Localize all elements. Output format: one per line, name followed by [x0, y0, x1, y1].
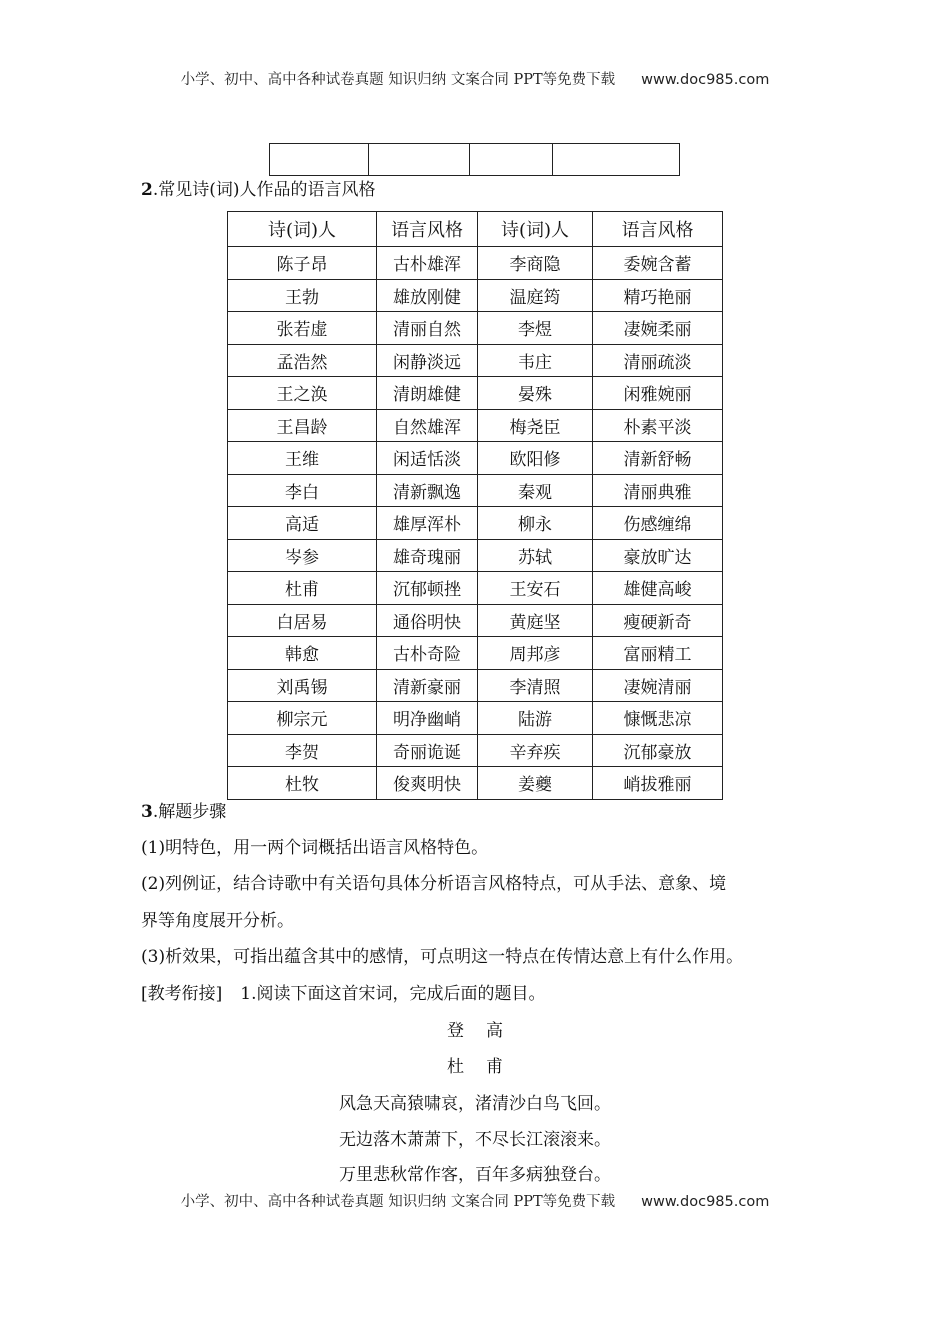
poem-line: 无边落木萧萧下，不尽长江滚滚来。: [339, 1130, 611, 1150]
poet-cell: 温庭筠: [478, 279, 593, 312]
teaching-link: [141, 983, 546, 1005]
table-row: [228, 247, 723, 280]
section-2-heading: [141, 179, 376, 201]
style-cell: 沉郁豪放: [593, 734, 723, 767]
question-prompt: 1.阅读下面这首宋词，完成后面的题目。: [240, 984, 546, 1004]
empty-cell: [270, 144, 369, 176]
section-number: 3: [141, 802, 153, 822]
style-cell: 奇丽诡诞: [377, 734, 478, 767]
step-1: (1)明特色，用一两个词概括出语言风格特色。: [141, 838, 489, 858]
poet-cell: 杜牧: [228, 767, 377, 800]
style-cell: 雄厚浑朴: [377, 507, 478, 540]
style-cell: 自然雄浑: [377, 409, 478, 442]
poet-cell: 岑参: [228, 539, 377, 572]
style-cell: 清丽自然: [377, 312, 478, 345]
footer-site[interactable]: www.doc985.com: [641, 1194, 770, 1210]
poet-cell: 杜甫: [228, 572, 377, 605]
style-cell: 豪放旷达: [593, 539, 723, 572]
style-cell: 俊爽明快: [377, 767, 478, 800]
poet-cell: 秦观: [478, 474, 593, 507]
section-title: .常见诗(词)人作品的语言风格: [152, 180, 376, 200]
style-cell: 清新豪丽: [377, 669, 478, 702]
style-cell: 雄健高峻: [593, 572, 723, 605]
table-row: [228, 637, 723, 670]
poet-cell: 周邦彦: [478, 637, 593, 670]
table-row: [228, 734, 723, 767]
step-3: (3)析效果，可指出蕴含其中的感情，可点明这一特点在传情达意上有什么作用。: [141, 947, 744, 967]
style-cell: 雄放刚健: [377, 279, 478, 312]
style-cell: 清新飘逸: [377, 474, 478, 507]
style-cell: 闲雅婉丽: [593, 377, 723, 410]
poet-cell: 孟浩然: [228, 344, 377, 377]
table-body: [228, 247, 723, 800]
style-cell: 明净幽峭: [377, 702, 478, 735]
style-cell: 精巧艳丽: [593, 279, 723, 312]
style-cell: 古朴雄浑: [377, 247, 478, 280]
empty-cell: [470, 144, 553, 176]
style-cell: 委婉含蓄: [593, 247, 723, 280]
style-cell: 闲静淡远: [377, 344, 478, 377]
poet-cell: 张若虚: [228, 312, 377, 345]
table-row: [228, 442, 723, 475]
poem-line: 万里悲秋常作客，百年多病独登台。: [339, 1165, 611, 1185]
poet-cell: 陆游: [478, 702, 593, 735]
poet-cell: 高适: [228, 507, 377, 540]
section-title: .解题步骤: [152, 802, 227, 822]
previous-table-fragment: [269, 143, 680, 176]
poem-line: 风急天高猿啸哀，渚清沙白鸟飞回。: [339, 1094, 611, 1114]
poet-cell: 李清照: [478, 669, 593, 702]
poet-cell: 李商隐: [478, 247, 593, 280]
language-style-table: [227, 211, 723, 800]
page-footer: [0, 1191, 950, 1213]
table-row: [228, 377, 723, 410]
empty-cell: [369, 144, 470, 176]
style-cell: 古朴奇险: [377, 637, 478, 670]
poet-cell: 姜夔: [478, 767, 593, 800]
poet-cell: 欧阳修: [478, 442, 593, 475]
style-cell: 瘦硬新奇: [593, 604, 723, 637]
style-cell: 清丽典雅: [593, 474, 723, 507]
poet-cell: 韩愈: [228, 637, 377, 670]
style-cell: 清丽疏淡: [593, 344, 723, 377]
poet-cell: 王之涣: [228, 377, 377, 410]
style-cell: 伤感缠绵: [593, 507, 723, 540]
table-row: [228, 312, 723, 345]
table-row: [228, 604, 723, 637]
poet-cell: 王勃: [228, 279, 377, 312]
table-header-row: [228, 212, 723, 247]
style-cell: 雄奇瑰丽: [377, 539, 478, 572]
table-row: [228, 539, 723, 572]
style-cell: 凄婉清丽: [593, 669, 723, 702]
page-header: [0, 69, 950, 91]
poet-cell: 晏殊: [478, 377, 593, 410]
poet-cell: 王安石: [478, 572, 593, 605]
table-row: [228, 279, 723, 312]
style-cell: 清新舒畅: [593, 442, 723, 475]
style-cell: 峭拔雅丽: [593, 767, 723, 800]
poet-cell: 黄庭坚: [478, 604, 593, 637]
header-site[interactable]: www.doc985.com: [641, 72, 770, 88]
style-cell: 沉郁顿挫: [377, 572, 478, 605]
column-header: 诗(词)人: [478, 212, 593, 247]
poet-cell: 刘禹锡: [228, 669, 377, 702]
table-row: [228, 572, 723, 605]
poet-cell: 梅尧臣: [478, 409, 593, 442]
step-2-line-1: (2)列例证，结合诗歌中有关语句具体分析语言风格特点，可从手法、意象、境: [141, 874, 727, 894]
table-row: [228, 669, 723, 702]
column-header: 语言风格: [377, 212, 478, 247]
section-number: 2: [141, 180, 153, 200]
column-header: 语言风格: [593, 212, 723, 247]
poet-cell: 李煜: [478, 312, 593, 345]
step-2-line-2: 界等角度展开分析。: [141, 911, 294, 931]
poet-cell: 李白: [228, 474, 377, 507]
poet-cell: 柳宗元: [228, 702, 377, 735]
footer-text: 小学、初中、高中各种试卷真题 知识归纳 文案合同 PPT等免费下载: [180, 1194, 616, 1210]
style-cell: 凄婉柔丽: [593, 312, 723, 345]
style-cell: 闲适恬淡: [377, 442, 478, 475]
style-cell: 朴素平淡: [593, 409, 723, 442]
poet-cell: 韦庄: [478, 344, 593, 377]
style-cell: 富丽精工: [593, 637, 723, 670]
table-row: [228, 702, 723, 735]
column-header: 诗(词)人: [228, 212, 377, 247]
poem-author: 杜甫: [447, 1057, 525, 1077]
poet-cell: 李贺: [228, 734, 377, 767]
teaching-link-label: [教考衔接]: [141, 984, 223, 1004]
poet-cell: 王维: [228, 442, 377, 475]
table-row: [228, 409, 723, 442]
table-row: [228, 344, 723, 377]
poet-cell: 柳永: [478, 507, 593, 540]
header-text: 小学、初中、高中各种试卷真题 知识归纳 文案合同 PPT等免费下载: [180, 72, 616, 88]
style-cell: 慷慨悲凉: [593, 702, 723, 735]
poet-cell: 白居易: [228, 604, 377, 637]
style-cell: 清朗雄健: [377, 377, 478, 410]
empty-cell: [553, 144, 680, 176]
section-3-heading: [141, 801, 226, 823]
poem-title: 登高: [447, 1021, 525, 1041]
poet-cell: 陈子昂: [228, 247, 377, 280]
style-cell: 通俗明快: [377, 604, 478, 637]
poet-cell: 辛弃疾: [478, 734, 593, 767]
table-row: [228, 767, 723, 800]
poet-cell: 王昌龄: [228, 409, 377, 442]
table-row: [228, 474, 723, 507]
poet-cell: 苏轼: [478, 539, 593, 572]
table-row: [228, 507, 723, 540]
